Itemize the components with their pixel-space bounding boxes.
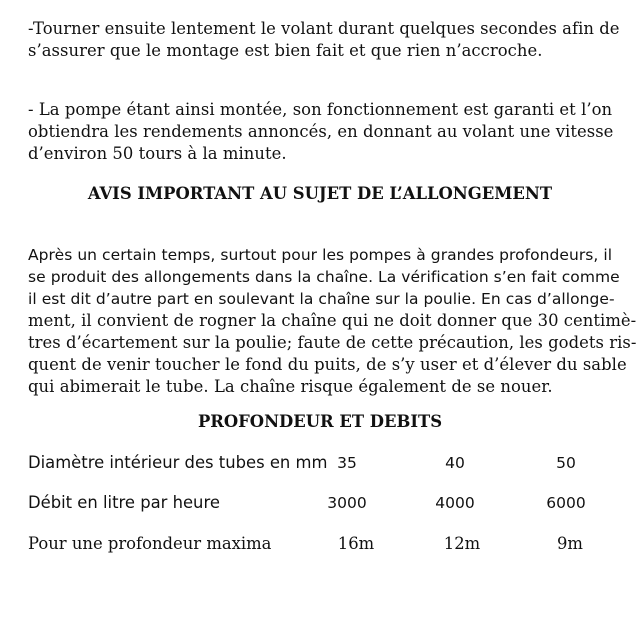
text-line: -Tourner ensuite lentement le volant durant quelques secondes afin de [28, 19, 620, 38]
table-cell: 12m [443, 534, 481, 553]
section-heading-profondeur: PROFONDEUR ET DEBITS [197, 412, 443, 431]
table-cell: 50 [556, 454, 576, 472]
table-cell: 6000 [546, 494, 586, 512]
text-line: il est dit d’autre part en soulevant la chaîne sur la poulie. En cas d’allonge- [28, 290, 615, 308]
text-line: quent de venir toucher le fond du puits, de s’y user et d’élever du sable [28, 355, 627, 374]
table-cell: 35 [337, 454, 357, 472]
row-label: Pour une profondeur maxima [28, 534, 272, 553]
row-label: Débit en litre par heure [28, 493, 220, 512]
text-line: - La pompe étant ainsi montée, son fonctionnement est garanti et l’on [28, 100, 613, 119]
text-line: se produit des allongements dans la chaîne. La vérification s’en fait comme [28, 268, 620, 286]
table-cell: 16m [337, 534, 375, 553]
table-cell: 9m [557, 534, 583, 553]
section-heading-allongement: AVIS IMPORTANT AU SUJET DE L’ALLONGEMENT [87, 184, 553, 203]
row-label: Diamètre intérieur des tubes en mm [28, 453, 328, 472]
text-line: s’assurer que le montage est bien fait et que rien n’accroche. [28, 41, 543, 60]
table-cell: 4000 [435, 494, 475, 512]
text-line: obtiendra les rendements annoncés, en donnant au volant une vitesse [28, 122, 614, 141]
text-line: tres d’écartement sur la poulie; faute de cette précaution, les godets ris- [28, 333, 637, 352]
table-cell: 3000 [327, 494, 367, 512]
text-line: qui abimerait le tube. La chaîne risque également de se nouer. [28, 377, 553, 396]
text-line: Après un certain temps, surtout pour les pompes à grandes profondeurs, il [28, 246, 613, 264]
text-line: d’environ 50 tours à la minute. [28, 144, 287, 163]
table-cell: 40 [445, 454, 465, 472]
text-line: ment, il convient de rogner la chaîne qui ne doit donner que 30 centimè- [28, 311, 637, 330]
